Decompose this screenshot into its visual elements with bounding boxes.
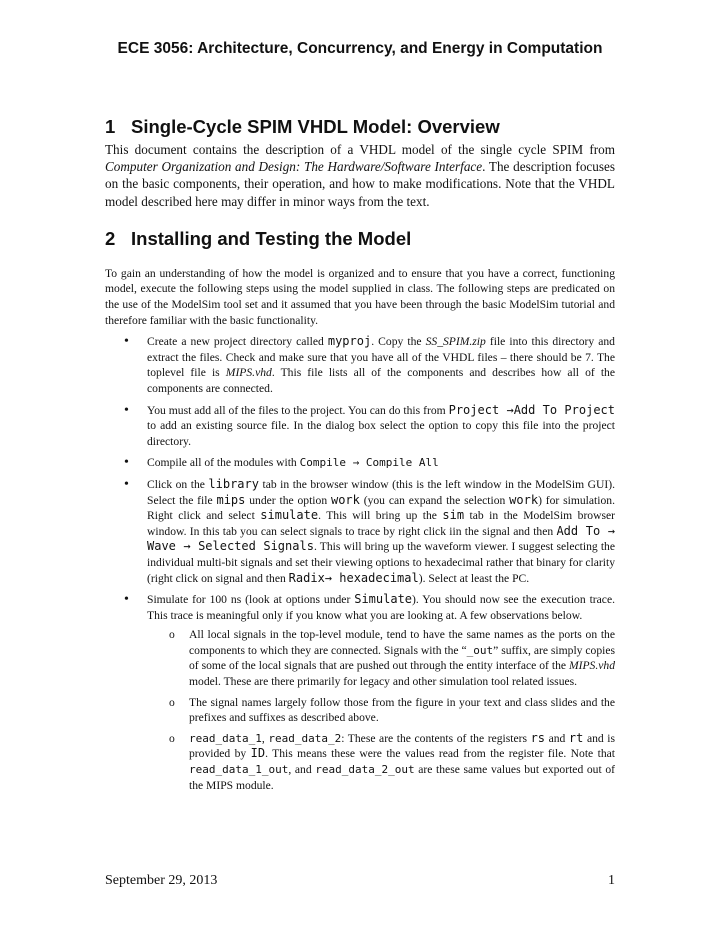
page-number: 1: [608, 873, 615, 888]
code-text: Simulate: [354, 592, 413, 607]
code-text: Radix→ hexadecimal: [288, 570, 419, 585]
text-run: ,: [261, 731, 269, 745]
list-item: [105, 455, 615, 471]
code-text: _out: [466, 643, 494, 657]
text-run: model. These are there primarily for legacy and other simulation tool related issues.: [189, 675, 578, 689]
sub-list-item: [147, 731, 615, 793]
code-text: myproj: [327, 334, 372, 349]
text-run: . Copy the: [371, 335, 426, 349]
filename: MIPS.vhd: [568, 659, 615, 673]
text-run: The signal names largely follow those from the figure in your text and class slides and the prefixes and suffixes as described above.: [189, 695, 615, 725]
list-item: [105, 477, 615, 586]
text-run: ) for simulation. Right click and select: [147, 493, 615, 523]
text-run: and is provided by: [189, 731, 616, 761]
text-run: ). You should now see the execution trace. This trace is meaningful only if you know what you are looking at. A few observations below.: [147, 593, 615, 622]
code-text: ID: [250, 746, 266, 761]
list-item: [105, 592, 615, 793]
text-run: (you can expand the selection: [359, 493, 510, 507]
text-run: You must add all of the files to the project. You can do this from: [147, 403, 449, 417]
text-run: Compile all of the modules with: [147, 456, 300, 470]
code-text: read_data_1: [189, 731, 262, 745]
bullet-icon: •: [124, 592, 129, 608]
code-text: mips: [216, 492, 246, 507]
section-number: 1: [105, 116, 116, 137]
code-text: read_data_1_out: [189, 763, 289, 777]
code-text: rt: [568, 730, 584, 745]
text-run: ). Select at least the PC.: [418, 571, 530, 585]
text-run: are these same values but exported out of the MIPS module.: [189, 763, 615, 792]
text-run: Create a new project directory called: [147, 335, 328, 349]
text-run: Simulate for 100 ns (look at options under: [147, 593, 355, 607]
code-text: work: [330, 492, 360, 507]
code-text: read_data_2_out: [315, 763, 415, 777]
text-run: This document contains the description of a VHDL model of the single cycle SPIM from: [105, 142, 615, 157]
overview-paragraph: [105, 141, 615, 210]
page-header: ECE 3056: Architecture, Concurrency, and Energy in Computation: [117, 40, 603, 57]
text-run: . This means these were the values read from the register file. Note that: [265, 747, 615, 761]
code-text: rs: [530, 730, 546, 745]
text-run: : These are the contents of the registers: [341, 731, 531, 745]
filename: SS_SPIM.zip: [425, 335, 486, 349]
list-item: [105, 403, 615, 450]
intro-paragraph: To gain an understanding of how the model is organized and to ensure that you have a correct, functioning model, execute the following steps using the model supplied in class. The following steps are predicated on the use of the ModelSim tool set and it assumed that you have been through the basic ModelSim tutorial and therefore familiar with the basic functionality.: [105, 266, 615, 327]
text-run: , and: [288, 763, 316, 777]
code-text: work: [509, 492, 539, 507]
code-text: library: [208, 476, 259, 491]
list-item: [105, 334, 615, 396]
text-run: to add an existing source file. In the dialog box select the option to copy this file into the project directory.: [147, 419, 615, 448]
code-text: Project →Add To Project: [448, 402, 615, 417]
text-run: file into this directory and extract the files. Check and make sure that you have all of the VHDL files – there should be 7. The toplevel file is: [147, 335, 615, 380]
code-text: simulate: [260, 508, 319, 523]
section-number: 2: [105, 227, 116, 249]
code-text: Compile → Compile All: [299, 456, 439, 470]
sub-list-item: [147, 627, 615, 689]
sub-bullet-icon: o: [169, 628, 175, 642]
sub-bullet-icon: o: [169, 731, 175, 745]
bullet-icon: •: [124, 455, 129, 471]
text-run: . This file lists all of the components and describes how all of the components are connected.: [147, 366, 615, 395]
bullet-icon: •: [124, 334, 129, 350]
code-text: read_data_2: [268, 731, 342, 745]
text-run: Click on the: [147, 477, 209, 491]
section-2-heading: [105, 228, 615, 250]
text-run: . The description focuses on the basic components, their operation, and how to make modifications. Note that the VHDL model described here may differ in minor ways from the text.: [105, 159, 615, 209]
text-run: All local signals in the top-level module, tend to have the same names as the ports on the components to which they are connected. Signals with the “: [189, 628, 615, 657]
book-title: Computer Organization and Design: The Hardware/Software Interface: [105, 159, 483, 175]
bullet-icon: •: [124, 402, 129, 418]
text-run: . This will bring up the waveform viewer. I suggest selecting the individual multi-bit signals and set their viewing options to hexadecimal rather that binary for clarity (right click on signal and then: [147, 540, 615, 585]
text-run: tab in the browser window (this is the left window in the ModelSim GUI). Select the file: [147, 477, 615, 507]
section-title: Installing and Testing the Model: [131, 227, 412, 249]
text-run: . This will bring up the: [318, 509, 443, 523]
bullet-icon: •: [124, 476, 129, 492]
text-run: tab in the ModelSim browser window. In this tab you can select signals to trace by right click iin the signal and then: [147, 509, 615, 538]
page-content: [105, 110, 615, 799]
section-title: Single-Cycle SPIM VHDL Model: Overview: [131, 116, 500, 137]
observations-list: [147, 627, 615, 793]
text-run: and: [545, 731, 569, 745]
code-text: Add To → Wave → Selected Signals: [147, 523, 616, 554]
steps-list: [105, 334, 615, 793]
sub-bullet-icon: o: [169, 695, 175, 709]
sub-list-item: [147, 695, 615, 726]
code-text: sim: [442, 508, 465, 523]
section-1-heading: [105, 116, 615, 138]
filename: MIPS.vhd: [225, 366, 272, 380]
text-run: ” suffix, are simply copies of some of the local signals that are pushed out through the entity interface of the: [189, 643, 615, 673]
text-run: under the option: [245, 493, 331, 507]
footer-date: September 29, 2013: [105, 873, 218, 888]
